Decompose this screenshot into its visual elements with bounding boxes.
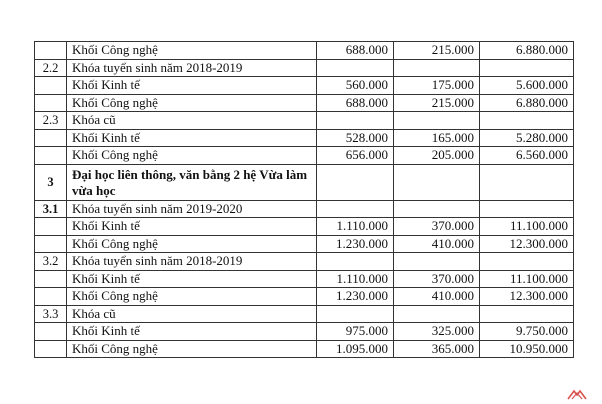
section-header-row — [35, 164, 574, 200]
fee-per-unit: 165.000 — [394, 129, 480, 147]
fee-per-credit: 1.230.000 — [317, 235, 394, 253]
fee-per-credit: 528.000 — [317, 129, 394, 147]
row-name: Khối Công nghệ — [67, 340, 317, 358]
fee-per-year: 6.880.000 — [480, 94, 574, 112]
fee-per-credit — [317, 305, 394, 323]
row-name: Khối Kinh tế — [67, 129, 317, 147]
row-name: Khối Công nghệ — [67, 147, 317, 165]
fee-per-year: 6.560.000 — [480, 147, 574, 165]
fee-per-unit: 175.000 — [394, 77, 480, 95]
fee-per-unit: 410.000 — [394, 235, 480, 253]
row-number — [35, 323, 67, 341]
fee-per-unit — [394, 200, 480, 218]
fee-per-credit: 1.110.000 — [317, 270, 394, 288]
fee-per-unit: 205.000 — [394, 147, 480, 165]
row-number — [35, 340, 67, 358]
fee-per-credit: 688.000 — [317, 42, 394, 60]
row-number: 3 — [35, 164, 67, 200]
row-name: Khối Kinh tế — [67, 270, 317, 288]
row-name: Khối Kinh tế — [67, 218, 317, 236]
row-name: Khóa tuyển sinh năm 2018-2019 — [67, 59, 317, 77]
watermark-logo-icon — [566, 388, 588, 400]
fee-per-credit: 1.095.000 — [317, 340, 394, 358]
fee-per-unit: 370.000 — [394, 218, 480, 236]
row-name: Khóa cũ — [67, 305, 317, 323]
table-row — [35, 305, 574, 323]
fee-per-credit — [317, 200, 394, 218]
row-number: 2.3 — [35, 112, 67, 130]
fee-per-year: 12.300.000 — [480, 288, 574, 306]
fee-per-year: 10.950.000 — [480, 340, 574, 358]
fee-per-year — [480, 200, 574, 218]
row-number — [35, 42, 67, 60]
table-row — [35, 340, 574, 358]
table-row — [35, 42, 574, 60]
tuition-fee-table — [34, 41, 574, 358]
table-row — [35, 112, 574, 130]
fee-per-unit: 410.000 — [394, 288, 480, 306]
row-number — [35, 270, 67, 288]
fee-per-credit: 1.230.000 — [317, 288, 394, 306]
fee-per-unit — [394, 305, 480, 323]
row-name: Khối Công nghệ — [67, 94, 317, 112]
fee-per-year — [480, 164, 574, 200]
row-name: Khóa tuyển sinh năm 2018-2019 — [67, 253, 317, 271]
row-number: 2.2 — [35, 59, 67, 77]
row-number: 3.1 — [35, 200, 67, 218]
fee-per-credit: 688.000 — [317, 94, 394, 112]
table-row — [35, 288, 574, 306]
row-name: Khối Kinh tế — [67, 323, 317, 341]
table-row — [35, 147, 574, 165]
fee-per-credit — [317, 112, 394, 130]
fee-per-unit: 370.000 — [394, 270, 480, 288]
fee-per-year: 11.100.000 — [480, 218, 574, 236]
row-number: 3.3 — [35, 305, 67, 323]
row-number — [35, 218, 67, 236]
fee-per-credit: 1.110.000 — [317, 218, 394, 236]
fee-per-unit — [394, 253, 480, 271]
fee-per-unit: 215.000 — [394, 94, 480, 112]
row-name: Khối Kinh tế — [67, 77, 317, 95]
fee-per-credit — [317, 164, 394, 200]
fee-per-credit: 975.000 — [317, 323, 394, 341]
row-number — [35, 94, 67, 112]
table-row — [35, 253, 574, 271]
row-number: 3.2 — [35, 253, 67, 271]
row-number — [35, 288, 67, 306]
row-number — [35, 129, 67, 147]
fee-per-year: 12.300.000 — [480, 235, 574, 253]
table-row — [35, 59, 574, 77]
row-name: Đại học liên thông, văn bằng 2 hệ Vừa làm vừa học — [67, 164, 317, 200]
fee-per-credit: 560.000 — [317, 77, 394, 95]
table-body — [35, 42, 574, 358]
table-row — [35, 77, 574, 95]
fee-per-unit: 365.000 — [394, 340, 480, 358]
row-number — [35, 235, 67, 253]
fee-per-year — [480, 305, 574, 323]
row-name: Khối Công nghệ — [67, 42, 317, 60]
fee-per-unit — [394, 164, 480, 200]
table-row — [35, 235, 574, 253]
fee-per-year: 6.880.000 — [480, 42, 574, 60]
fee-per-year: 5.280.000 — [480, 129, 574, 147]
fee-per-unit — [394, 112, 480, 130]
row-number — [35, 77, 67, 95]
fee-per-year: 9.750.000 — [480, 323, 574, 341]
fee-per-year: 11.100.000 — [480, 270, 574, 288]
row-number — [35, 147, 67, 165]
table-row — [35, 218, 574, 236]
fee-per-unit — [394, 59, 480, 77]
fee-per-unit: 325.000 — [394, 323, 480, 341]
fee-per-unit: 215.000 — [394, 42, 480, 60]
fee-per-credit: 656.000 — [317, 147, 394, 165]
row-name: Khối Công nghệ — [67, 288, 317, 306]
table-row — [35, 270, 574, 288]
table-row — [35, 200, 574, 218]
table-row — [35, 129, 574, 147]
fee-per-credit — [317, 59, 394, 77]
table-row — [35, 323, 574, 341]
fee-per-year — [480, 253, 574, 271]
fee-per-credit — [317, 253, 394, 271]
fee-per-year — [480, 112, 574, 130]
fee-per-year — [480, 59, 574, 77]
row-name: Khóa tuyển sinh năm 2019-2020 — [67, 200, 317, 218]
row-name: Khóa cũ — [67, 112, 317, 130]
fee-per-year: 5.600.000 — [480, 77, 574, 95]
row-name: Khối Công nghệ — [67, 235, 317, 253]
table-row — [35, 94, 574, 112]
